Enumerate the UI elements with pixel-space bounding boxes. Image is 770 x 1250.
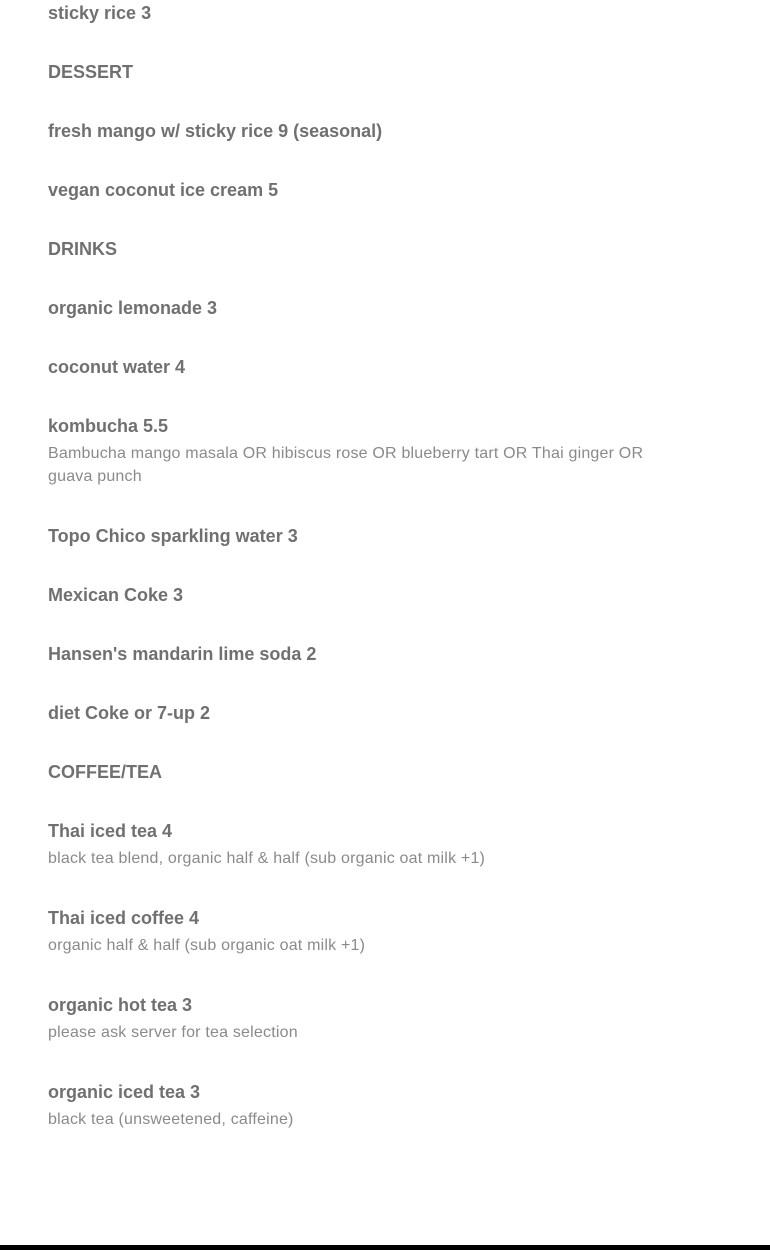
menu-item-mexican-coke: [48, 583, 688, 607]
menu-item-title: Thai iced coffee 4: [48, 908, 200, 928]
menu-item-title: kombucha 5.5: [48, 416, 169, 436]
menu-item-title: organic lemonade 3: [48, 298, 218, 318]
menu-item-topo-chico: [48, 524, 688, 548]
menu-item-hansens-soda: [48, 642, 688, 666]
menu-item-sticky-rice: [48, 1, 688, 25]
section-heading-drinks: [48, 237, 688, 261]
menu-item-title: Mexican Coke 3: [48, 585, 184, 605]
menu-item-title: vegan coconut ice cream 5: [48, 180, 279, 200]
bottom-bar: [0, 1245, 770, 1250]
menu-item-thai-iced-coffee: [48, 906, 688, 957]
menu-item-title: organic iced tea 3: [48, 1082, 201, 1102]
menu-item-title: coconut water 4: [48, 357, 186, 377]
menu-item-organic-lemonade: [48, 296, 688, 320]
section-heading-title: DRINKS: [48, 239, 118, 259]
menu-item-description: black tea blend, organic half & half (sub organic oat milk +1): [48, 850, 486, 867]
menu-item-thai-iced-tea: [48, 819, 688, 870]
menu-item-description: organic half & half (sub organic oat milk +1): [48, 937, 366, 954]
menu-item-description: please ask server for tea selection: [48, 1024, 298, 1041]
menu-item-title: fresh mango w/ sticky rice 9 (seasonal): [48, 121, 383, 141]
menu-item-description: Bambucha mango masala OR hibiscus rose OR blueberry tart OR Thai ginger OR guava punch: [48, 445, 644, 485]
menu-item-title: organic hot tea 3: [48, 995, 193, 1015]
section-heading-title: DESSERT: [48, 62, 134, 82]
menu-item-title: Thai iced tea 4: [48, 821, 173, 841]
section-heading-coffee-tea: [48, 760, 688, 784]
menu-item-title: sticky rice 3: [48, 3, 152, 23]
section-heading-title: COFFEE/TEA: [48, 762, 163, 782]
menu-item-vegan-ice-cream: [48, 178, 688, 202]
menu-item-organic-iced-tea: [48, 1080, 688, 1131]
menu-item-coconut-water: [48, 355, 688, 379]
menu-item-description: black tea (unsweetened, caffeine): [48, 1111, 294, 1128]
menu-item-fresh-mango: [48, 119, 688, 143]
menu-item-kombucha: [48, 414, 688, 488]
menu-item-organic-hot-tea: [48, 993, 688, 1044]
menu-item-title: diet Coke or 7-up 2: [48, 703, 211, 723]
menu-item-diet-coke: [48, 701, 688, 725]
section-heading-dessert: [48, 60, 688, 84]
menu-item-title: Hansen's mandarin lime soda 2: [48, 644, 317, 664]
menu-item-title: Topo Chico sparkling water 3: [48, 526, 298, 546]
